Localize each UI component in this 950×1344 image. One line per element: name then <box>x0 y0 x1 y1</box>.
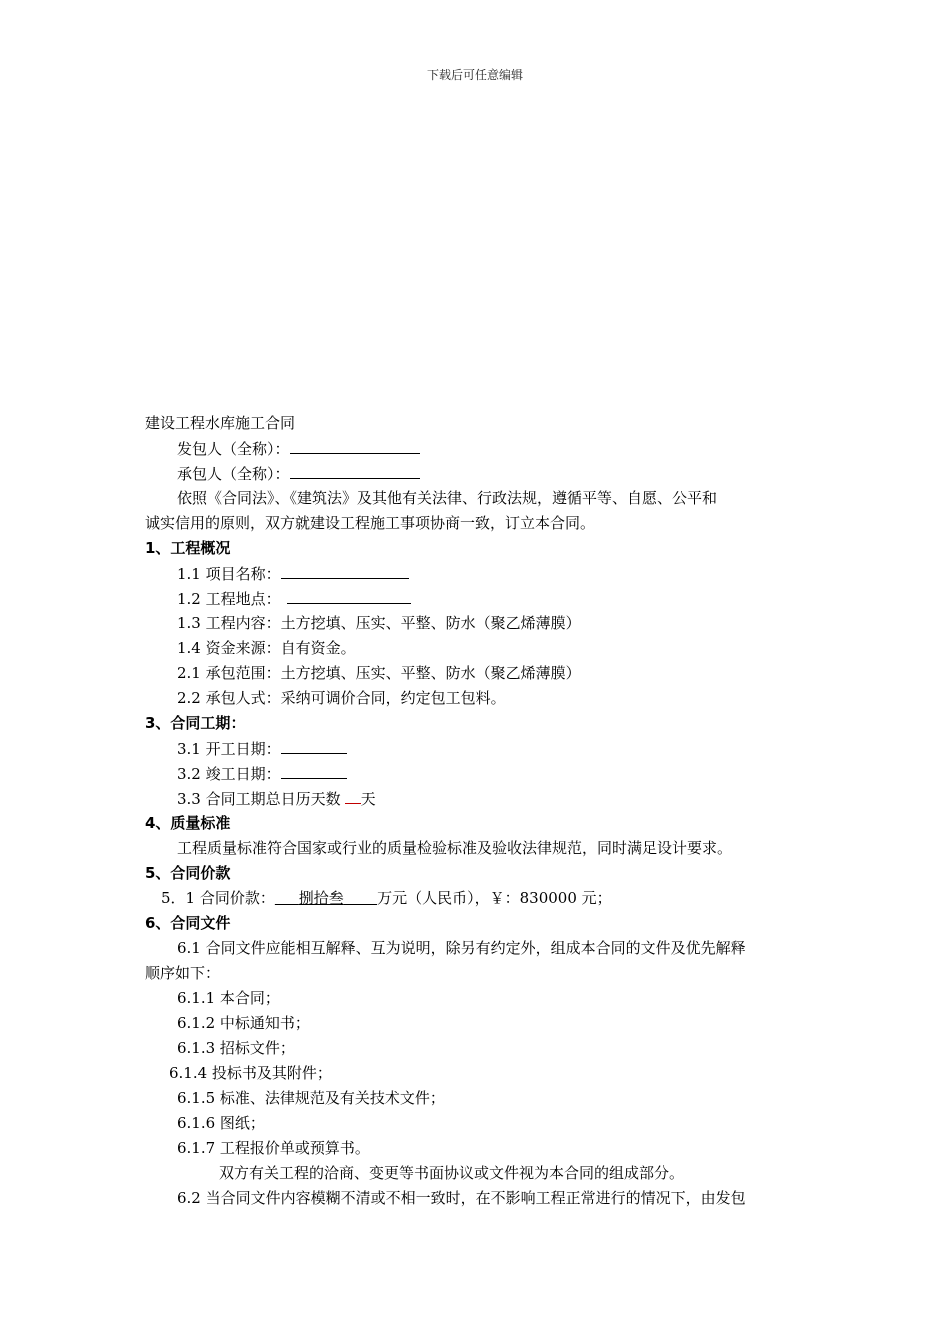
item-6-1-line-1: 6.1 合同文件应能相互解释、互为说明，除另有约定外，组成本合同的文件及优先解释 <box>177 939 746 957</box>
total-days-blank <box>345 788 361 804</box>
item-1-1-label: 1.1 项目名称： <box>177 565 281 583</box>
section-5-title: 5、合同价款 <box>145 864 231 882</box>
section-3-title: 3、合同工期： <box>145 714 246 732</box>
party-b-label: 承包人（全称）： <box>177 465 290 483</box>
page-header: 下载后可任意编辑 <box>426 68 523 82</box>
item-3-3-label: 3.3 合同工期总日历天数 <box>177 790 341 808</box>
item-2-1: 2.1 承包范围：土方挖填、压实、平整、防水（聚乙烯薄膜） <box>177 664 581 682</box>
start-date-blank <box>281 738 347 754</box>
completion-date-blank <box>281 763 347 779</box>
item-3-1-label: 3.1 开工日期： <box>177 740 281 758</box>
item-3-2-label: 3.2 竣工日期： <box>177 765 281 783</box>
party-b-blank <box>290 463 420 479</box>
item-6-1-1: 6.1.1 本合同； <box>177 989 280 1007</box>
item-6-1-6: 6.1.6 图纸； <box>177 1114 265 1132</box>
party-a-blank <box>290 438 420 454</box>
item-6-1-4: 6.1.4 投标书及其附件； <box>169 1064 332 1082</box>
item-3-2 <box>177 763 347 784</box>
intro-line-1: 依照《合同法》、《建筑法》及其他有关法律、行政法规，遵循平等、自愿、公平和 <box>177 489 718 507</box>
item-1-1 <box>177 563 409 584</box>
item-5-1 <box>161 888 612 908</box>
contract-amount: 捌拾叁 <box>298 889 344 907</box>
item-5-1-suffix: 万元（人民币），￥：830000 元； <box>377 889 612 907</box>
item-2-2: 2.2 承包人式：采纳可调价合同，约定包工包料。 <box>177 689 506 707</box>
item-6-1-line-2: 顺序如下： <box>145 964 221 982</box>
section-4-title: 4、质量标准 <box>145 814 231 832</box>
project-location-blank <box>287 588 411 604</box>
item-3-1 <box>177 738 347 759</box>
party-a-label: 发包人（全称）： <box>177 440 290 458</box>
item-3-3-unit: 天 <box>360 790 376 808</box>
item-6-1-5: 6.1.5 标准、法律规范及有关技术文件； <box>177 1089 445 1107</box>
item-1-4: 1.4 资金来源：自有资金。 <box>177 639 356 657</box>
item-5-1-label: 5．1 合同价款： <box>161 889 275 907</box>
item-1-2 <box>177 588 411 609</box>
item-6-note: 双方有关工程的洽商、变更等书面协议或文件视为本合同的组成部分。 <box>219 1164 685 1182</box>
item-1-3: 1.3 工程内容：土方挖填、压实、平整、防水（聚乙烯薄膜） <box>177 614 581 632</box>
section-6-title: 6、合同文件 <box>145 914 231 932</box>
item-1-2-label: 1.2 工程地点： <box>177 590 281 608</box>
document-title: 建设工程水库施工合同 <box>145 414 296 432</box>
item-6-1-7: 6.1.7 工程报价单或预算书。 <box>177 1139 370 1157</box>
party-b-line <box>177 463 420 484</box>
item-6-2: 6.2 当合同文件内容模糊不清或不相一致时，在不影响工程正常进行的情况下，由发包 <box>177 1189 746 1207</box>
intro-line-2: 诚实信用的原则，双方就建设工程施工事项协商一致，订立本合同。 <box>145 514 596 532</box>
section-1-title: 1、工程概况 <box>145 539 231 557</box>
item-3-3 <box>177 788 376 809</box>
item-6-1-2: 6.1.2 中标通知书； <box>177 1014 310 1032</box>
project-name-blank <box>281 563 409 579</box>
quality-text: 工程质量标准符合国家或行业的质量检验标准及验收法律规范，同时满足设计要求。 <box>177 839 733 857</box>
item-6-1-3: 6.1.3 招标文件； <box>177 1039 295 1057</box>
party-a-line <box>177 438 420 459</box>
